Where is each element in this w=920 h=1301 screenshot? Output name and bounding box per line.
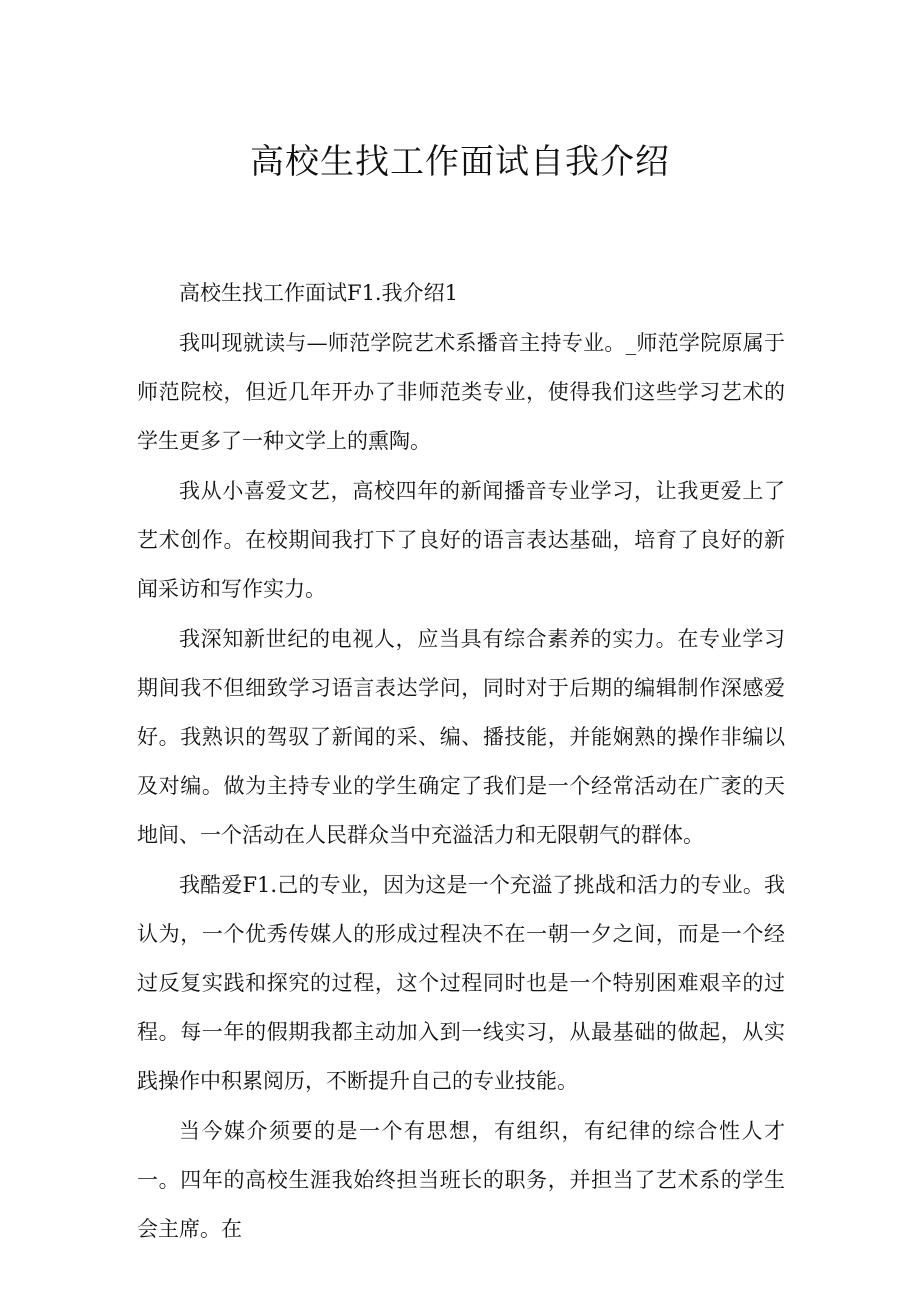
document-body: [137, 268, 785, 1254]
section-heading: 高校生找工作面试F1.我介绍1: [179, 281, 458, 305]
paragraph-5: 当今媒介须要的是一个有思想，有组织，有纪律的综合性人才一。四年的高校生涯我始终担当班长的职务，并担当了艺术系的学生会主席。在: [137, 1119, 785, 1241]
paragraph-4: 我酷爱F1.己的专业，因为这是一个充溢了挑战和活力的专业。我认为，一个优秀传媒人的形成过程决不在一朝一夕之间，而是一个经过反复实践和探究的过程，这个过程同时也是一个特别困难艰辛的过程。每一年的假期我都主动加入到一线实习，从最基础的做起，从实践操作中积累阅历，不断提升自己的专业技能。: [137, 873, 785, 1093]
paragraph-1: 我叫现就读与—师范学院艺术系播音主持专业。_师范学院原属于师范院校，但近几年开办了非师范类专业，使得我们这些学习艺术的学生更多了一种文学上的熏陶。: [137, 331, 785, 453]
paragraph-2: 我从小喜爱文艺，高校四年的新闻播音专业学习，让我更爱上了艺术创作。在校期间我打下了良好的语言表达基础，培育了良好的新闻采访和写作实力。: [137, 479, 785, 601]
paragraph-3: 我深知新世纪的电视人，应当具有综合素养的实力。在专业学习期间我不但细致学习语言表达学问，同时对于后期的编辑制作深感爱好。我熟识的驾驭了新闻的采、编、播技能，并能娴熟的操作非编以及对编。做为主持专业的学生确定了我们是一个经常活动在广袤的天地间、一个活动在人民群众当中充溢活力和无限朝气的群体。: [137, 627, 785, 847]
document-title: 高校生找工作面试自我介绍: [250, 142, 670, 182]
